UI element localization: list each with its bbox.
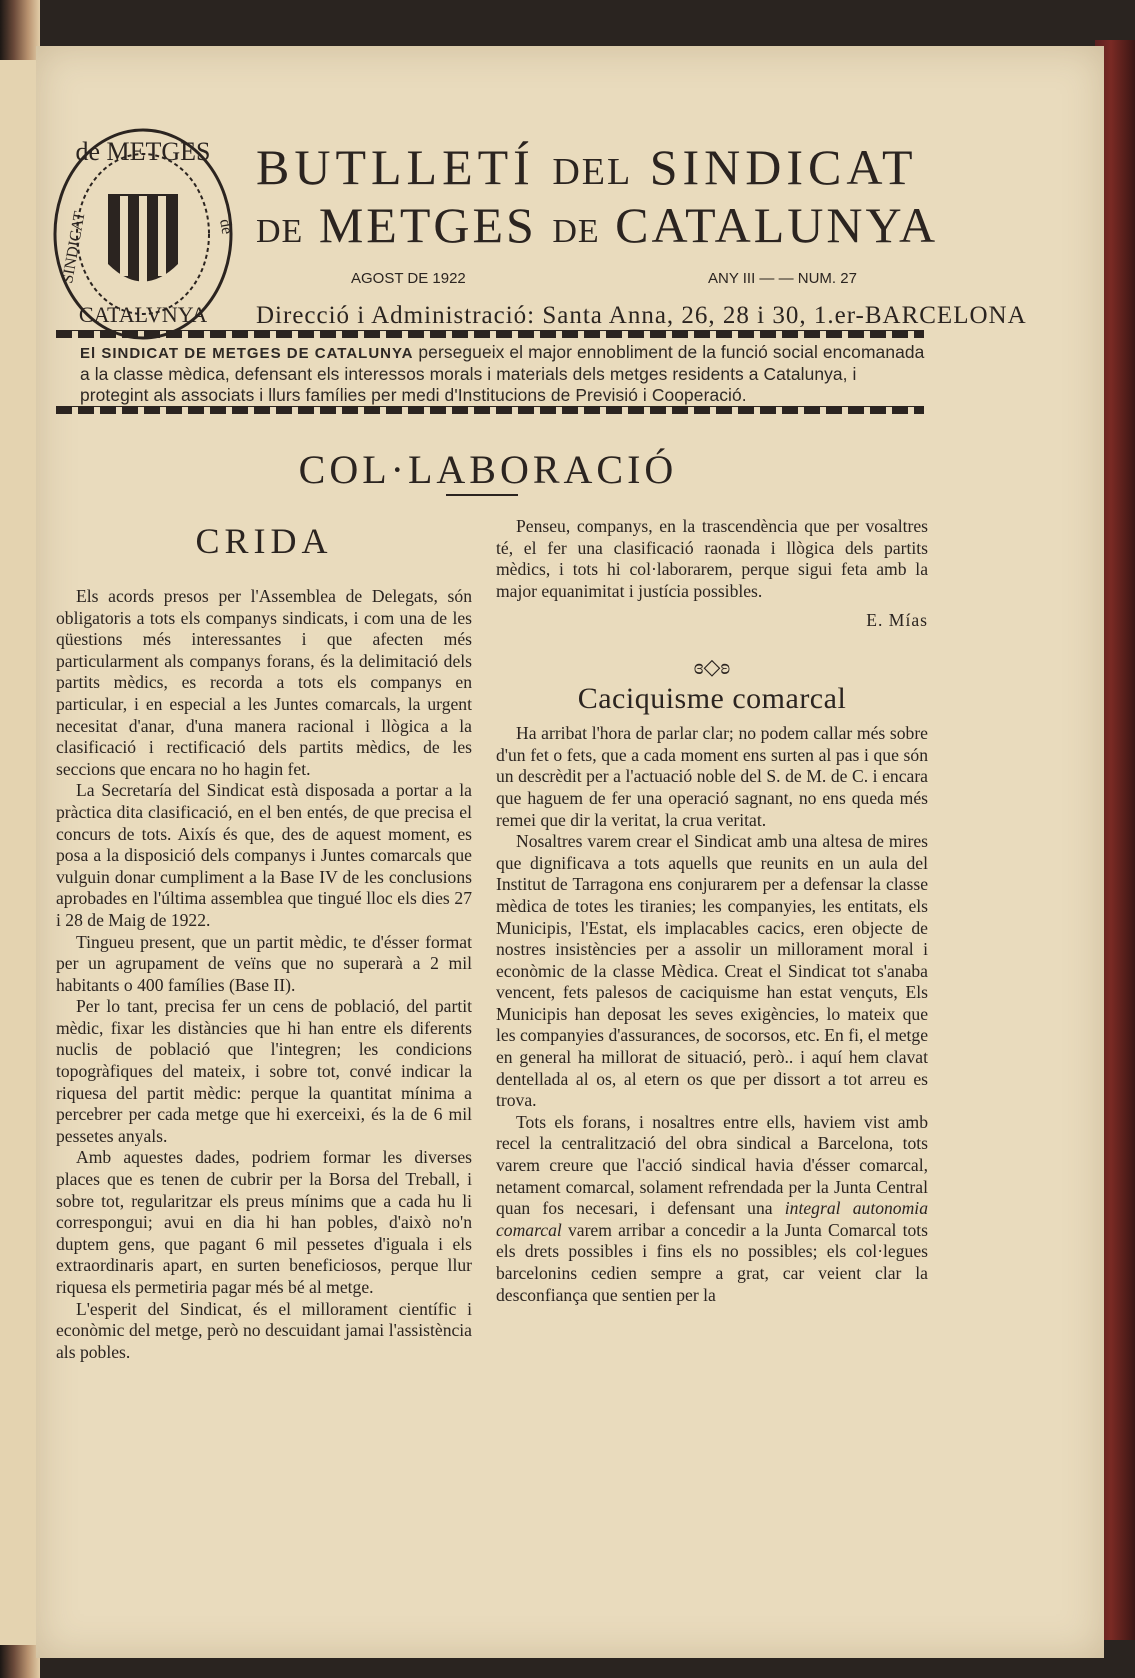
paragraph: Per lo tant, precisa fer un cens de població, del partit mèdic, fixar les distàncies que hi han entre els diferents nuclis de població que l'integren; les condicions topogràfiques del mateix, i sobre tot, convé indicar la riquesa del partit mèdic: perque la quantitat mínima a percebrer per cada metge que hi exerceixi, és la de 6 mil pessetes anyals. bbox=[56, 996, 472, 1146]
title-word: DE bbox=[552, 213, 600, 250]
paragraph: Nosaltres varem crear el Sindicat amb una altesa de mires que dignificava a tots aquells que reunits en un aula del Institut de Tarragona ens conjurarem per a defensar la classe mèdica de totes les tiranies; les companyies, les entitats, els Municipis, l'Estat, els implacables cacics, eren objecte de nostres insistències per a assolir un millorament moral i econòmic de la classe Mèdica. Creat el Sindicat tot s'anaba vencent, fets palesos de caciquisme han estat vençuts, Els Municipis han deposat les seves exigències, lo mateix que les companyies d'assurances, de socorsos, etc. En fi, el metge en general ha millorat de situació, però.. i aquí hem clavat dentellada al os, al etern os que per dissort a tot arreu es trova. bbox=[496, 831, 928, 1111]
ornamental-rule bbox=[56, 406, 924, 414]
paragraph: Amb aquestes dades, podriem formar les diverses places que es tenen de cubrir per la Borsa del Treball, i sobre tot, regularitzar els preus mínims que a cada hu li correspongui; avui en dia hi han pobles, d'això no'n duptem gens, que pagant 6 mil pessetes d'iguala i els extraordinaris apart, en surten beneficiosos, perque llur riquesa els permetiria pagar més bé al metge. bbox=[56, 1147, 472, 1297]
masthead-title-line1 bbox=[256, 138, 918, 196]
emblem-text-right: de bbox=[216, 217, 236, 236]
ornament-icon: ɞ◇ʚ bbox=[693, 653, 731, 679]
masthead-title-line2 bbox=[256, 196, 938, 254]
paragraph: L'esperit del Sindicat, és el millorament científic i econòmic del metge, però no descuidant jamai l'assistència als pobles. bbox=[56, 1298, 472, 1362]
article-title: Caciquisme comarcal bbox=[577, 681, 847, 715]
section-title: COL·LABORACIÓ bbox=[298, 447, 678, 492]
title-word: CATALUNYA bbox=[615, 197, 939, 253]
issue-date: AGOST DE 1922 bbox=[351, 270, 466, 287]
paragraph bbox=[496, 1112, 928, 1306]
mission-statement bbox=[80, 342, 926, 406]
text-run: Tots els forans, i nosaltres entre ells, haviem vist amb recel la centralització del obra sindical a Barcelona, tots varem creure que l'acció sindical havia d'ésser comarcal, netament comarcal, solament refrendada per la Junta Central quan fos necesari, i defensant una bbox=[496, 1111, 928, 1219]
author-signature: E. Mías bbox=[866, 610, 928, 631]
issue-number: ANY III — — NUM. 27 bbox=[708, 270, 857, 287]
seal-emblem-icon bbox=[48, 124, 238, 344]
mission-text: persegueix el major ennobliment de la funció social encomanada a la classe mèdica, defensant els interessos morals i materials dels metges residents a Catalunya, i protegint als associats i llurs famílies per medi d'Institucions de Previsió i Cooperació. bbox=[80, 342, 925, 405]
paragraph: Els acords presos per l'Assemblea de Delegats, són obligatoris a tots els companys sindicats, i com una de les qüestions més interessantes i que afecten més particularment als companys forans, és la delimitació dels partits mèdics, es recorda a tots els companys en particular, i en especial a les Juntes comarcals, la urgent necesitat d'anar, d'una manera racional i llògica a la clasificació i rectificació dels partits mèdics, de les seccions que encara no ho hagin fet. bbox=[56, 586, 472, 779]
ornamental-rule bbox=[56, 330, 924, 338]
emblem-text-left: SINDICAT bbox=[59, 209, 89, 285]
title-word: BUTLLETÍ bbox=[256, 139, 535, 195]
right-column bbox=[496, 516, 928, 1306]
mission-lead: El SINDICAT DE METGES DE CATALUNYA bbox=[80, 345, 414, 362]
title-word: METGES bbox=[318, 197, 537, 253]
emblem-text-bottom: CATALVNYA bbox=[78, 302, 208, 327]
paragraph: Ha arribat l'hora de parlar clar; no podem callar més sobre d'un fet o fets, que a cada moment ens surten al pas i que són un descrèdit per a l'actuació noble del S. de M. de C. i encara que haguem de fer una operació sagnant, no ens queda més remei que dir la veritat, la crua veritat. bbox=[496, 723, 928, 830]
paragraph: Tingueu present, que un partit mèdic, te d'ésser format per un agrupament de veïns que no superarà a 2 mil habitants o 400 famílies (Base II). bbox=[56, 931, 472, 995]
emblem-text-top: de METGES bbox=[75, 137, 211, 166]
italic-text: integral autonomia comarcal bbox=[496, 1198, 928, 1240]
text-run: varem arribar a concedir a la Junta Comarcal tots els drets possibles i fins els no possibles; els col·legues barcelonins cedien sempre a grat, car veient clar la desconfiança que sentien per la bbox=[496, 1219, 928, 1305]
article-title: CRIDA bbox=[195, 521, 333, 561]
title-word: DE bbox=[256, 213, 304, 250]
journal-page bbox=[36, 46, 1104, 1658]
paragraph: La Secretaría del Sindicat està disposada a portar a la pràctica dita clasificació, en el ben entés, de que precisa el concurs de tots. Aixís és que, des de aquest moment, es posa a la disposició dels companys i Juntes comarcals que vulguin donar cumpliment a la Base IV de les conclusions aprobades en l'última assemblea que tingué lloc els dies 27 i 28 de Maig de 1922. bbox=[56, 780, 472, 930]
previous-page-edge bbox=[0, 60, 38, 1645]
paragraph: Penseu, companys, en la trascendència que per vosaltres té, el fer una clasificació raonada i llògica dels partits mèdics, i tots hi col·laborarem, perque sigui feta amb la major equanimitat i justícia possibles. bbox=[496, 516, 928, 601]
address-line: Direcció i Administració: Santa Anna, 26, 28 i 30, 1.er-BARCELONA bbox=[256, 302, 1027, 329]
title-word: SINDICAT bbox=[649, 139, 918, 195]
title-word: DEL bbox=[552, 151, 633, 193]
section-divider bbox=[446, 494, 518, 496]
left-column bbox=[56, 586, 472, 1363]
